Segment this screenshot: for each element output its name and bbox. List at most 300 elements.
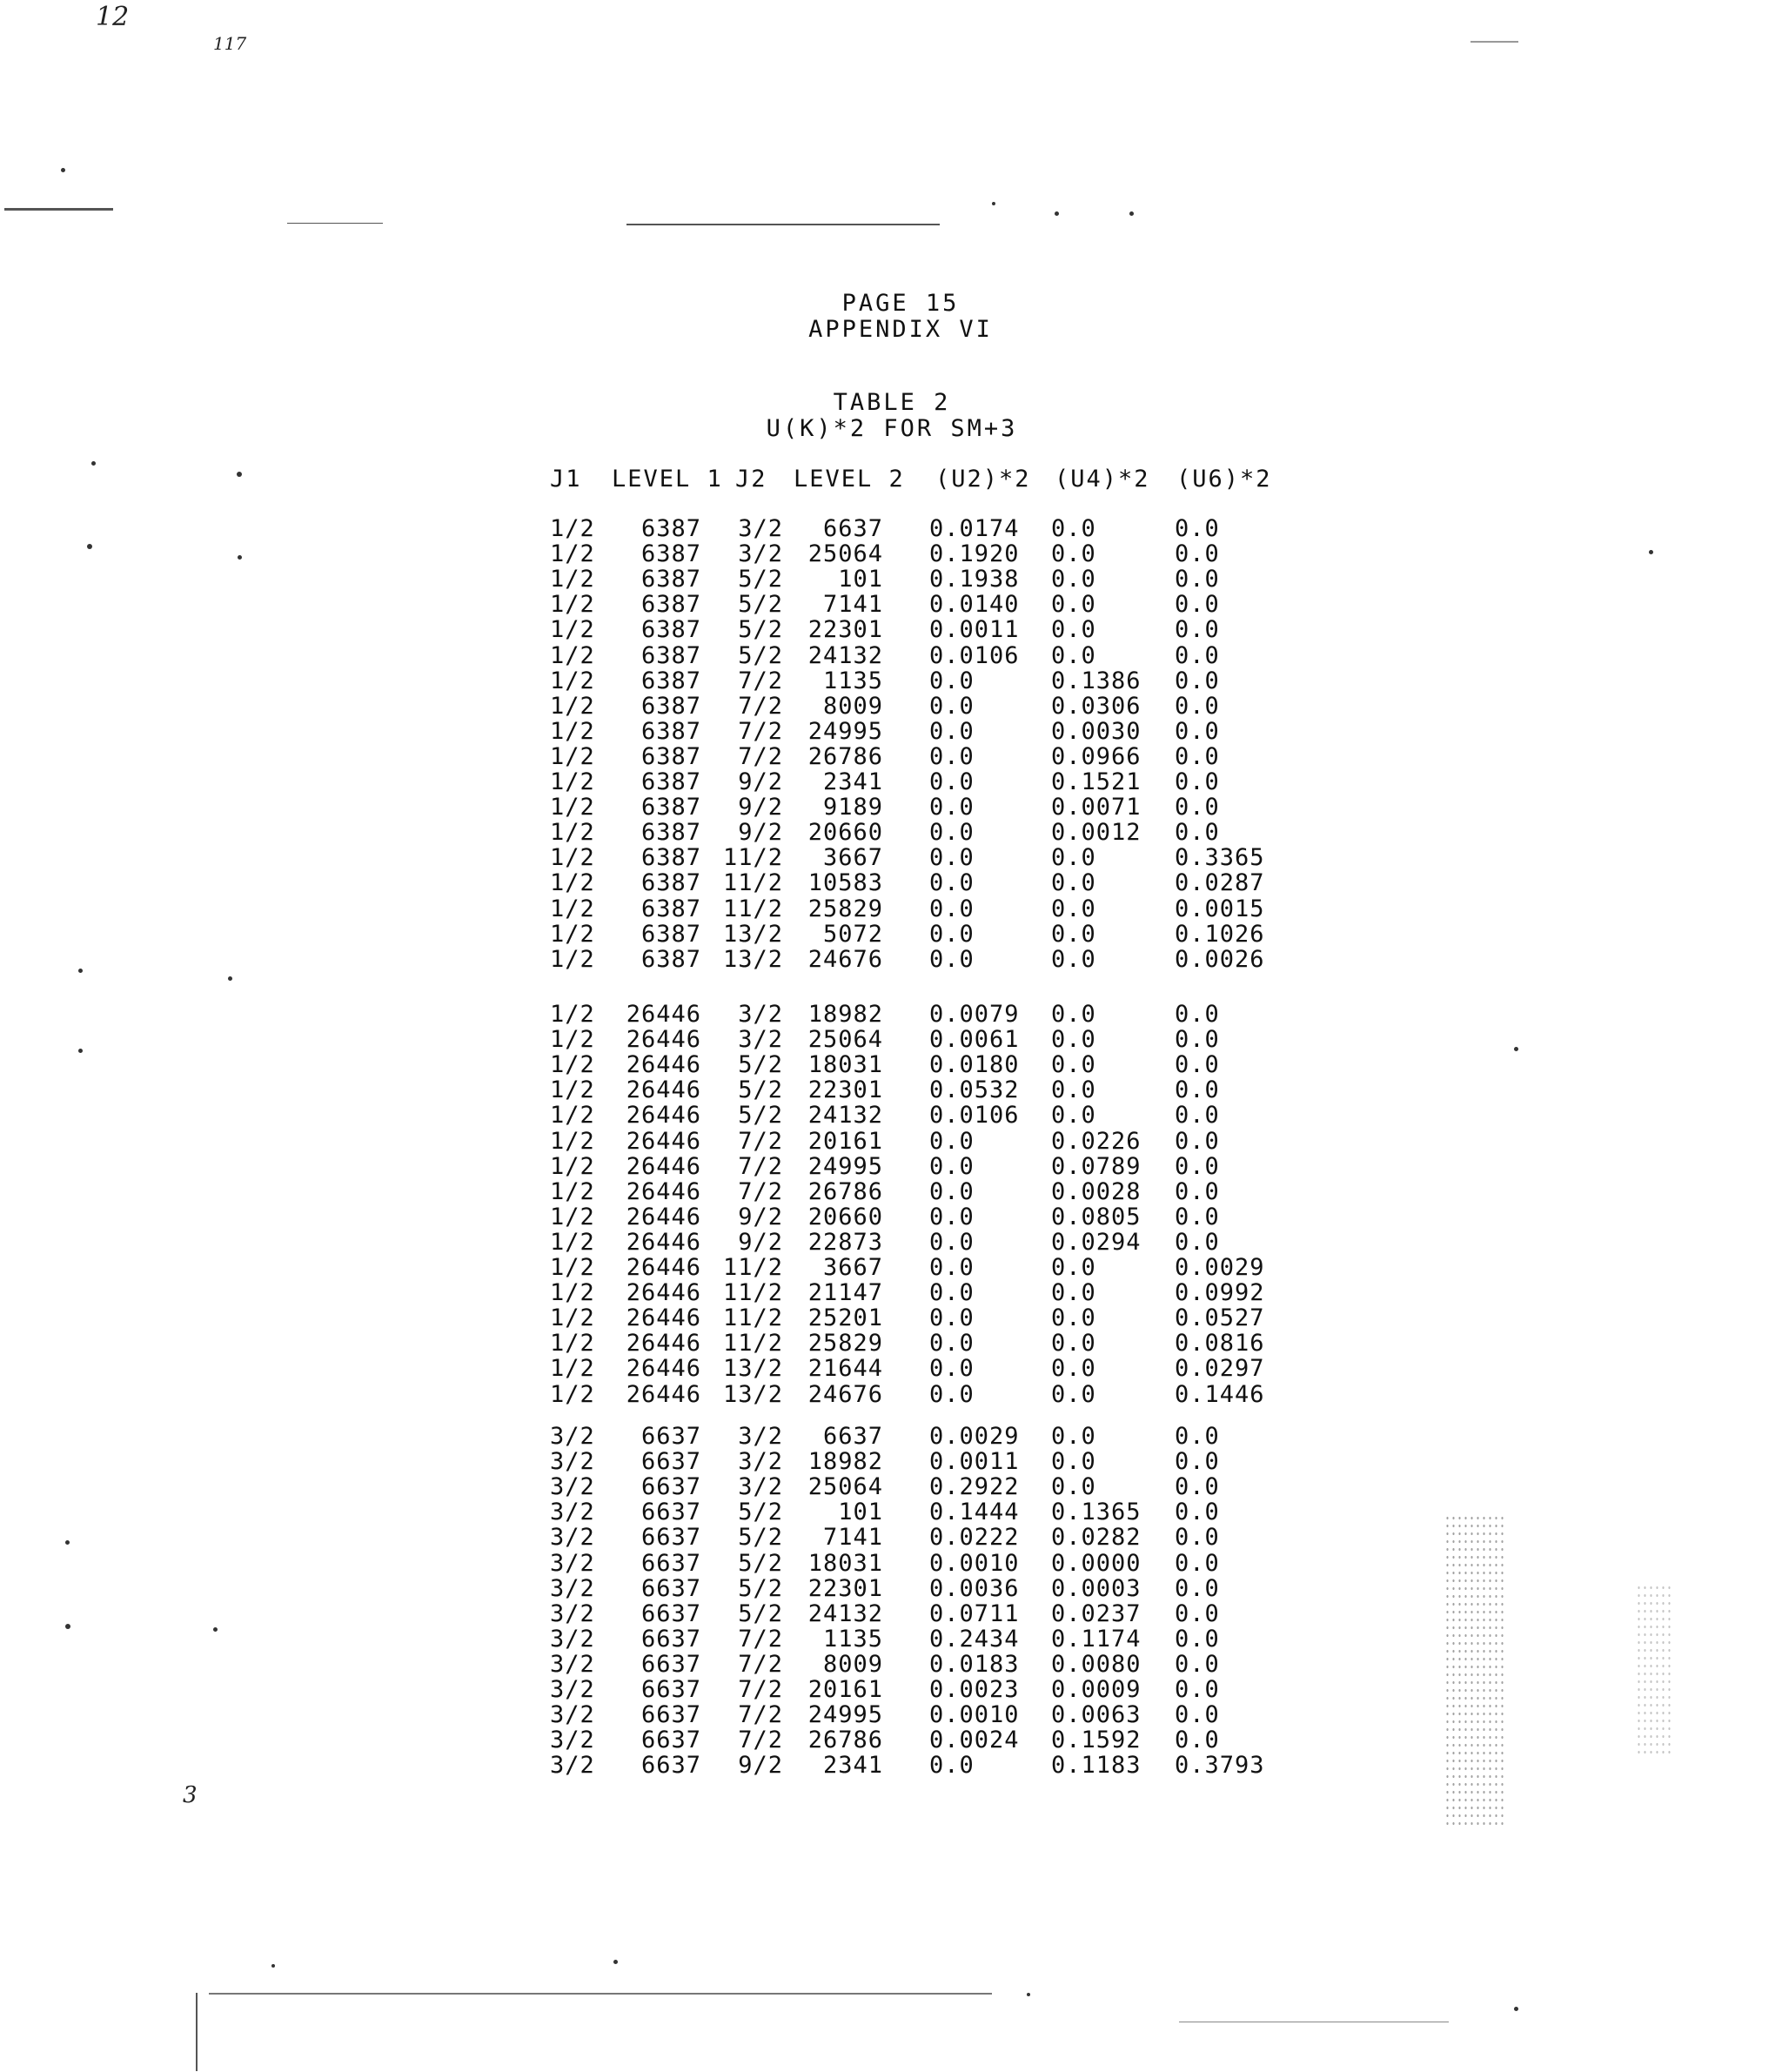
level2-cell: 24132	[807, 641, 883, 669]
level1-cell: 6637	[640, 1625, 701, 1653]
level2-cell: 101	[838, 1499, 883, 1526]
u2-cell: 0.0	[929, 895, 975, 922]
j2-cell: 3/2	[738, 1001, 783, 1028]
u4-cell: 0.1592	[1051, 1727, 1142, 1754]
j1-cell: 1/2	[550, 819, 595, 847]
level1-cell: 6637	[640, 1448, 701, 1476]
level1-cell: 26446	[626, 1152, 701, 1180]
level2-cell: 1135	[822, 1625, 883, 1653]
level2-cell: 22301	[807, 616, 883, 644]
j1-cell: 3/2	[550, 1701, 595, 1729]
margin-note-top-left: 12	[96, 2, 130, 32]
speck	[65, 1540, 70, 1545]
level2-cell: 20660	[807, 1203, 883, 1230]
level1-cell: 6637	[640, 1599, 701, 1627]
u4-cell: 0.0	[1051, 1473, 1096, 1501]
u6-cell: 0.0	[1175, 1625, 1220, 1653]
j1-cell: 1/2	[550, 1203, 595, 1230]
j1-cell: 3/2	[550, 1650, 595, 1678]
level2-cell: 25064	[807, 1473, 883, 1501]
level2-cell: 24995	[807, 717, 883, 745]
scan-rule-top-left	[4, 208, 113, 211]
j1-cell: 1/2	[550, 1228, 595, 1256]
j2-cell: 5/2	[738, 1524, 783, 1552]
level1-cell: 26446	[626, 1228, 701, 1256]
j2-cell: 5/2	[738, 616, 783, 644]
speck	[78, 969, 83, 973]
j1-cell: 3/2	[550, 1423, 595, 1450]
column-header-j1: J1	[550, 466, 582, 493]
j2-cell: 7/2	[738, 667, 783, 694]
speck	[237, 472, 242, 477]
speck	[61, 168, 65, 172]
j2-cell: 7/2	[738, 1177, 783, 1205]
speck	[78, 1049, 83, 1053]
u6-cell: 0.0287	[1175, 869, 1265, 897]
level1-cell: 6637	[640, 1676, 701, 1703]
j2-cell: 7/2	[738, 742, 783, 770]
u2-cell: 0.0711	[929, 1599, 1020, 1627]
u6-cell: 0.0	[1175, 1701, 1220, 1729]
level1-cell: 6637	[640, 1574, 701, 1602]
j2-cell: 7/2	[738, 692, 783, 720]
u6-cell: 0.0	[1175, 1727, 1220, 1754]
j1-cell: 1/2	[550, 692, 595, 720]
level2-cell: 22301	[807, 1076, 883, 1104]
u4-cell: 0.0	[1051, 540, 1096, 568]
level1-cell: 6387	[640, 566, 701, 593]
j1-cell: 1/2	[550, 1127, 595, 1155]
level2-cell: 22301	[807, 1574, 883, 1602]
u2-cell: 0.0	[929, 844, 975, 872]
level1-cell: 6637	[640, 1701, 701, 1729]
level1-cell: 26446	[626, 1254, 701, 1281]
level2-cell: 5072	[822, 920, 883, 948]
j2-cell: 13/2	[722, 1355, 783, 1383]
u6-cell: 0.0	[1175, 667, 1220, 694]
j1-cell: 1/2	[550, 591, 595, 619]
j1-cell: 1/2	[550, 540, 595, 568]
u2-cell: 0.2434	[929, 1625, 1020, 1653]
u4-cell: 0.0	[1051, 869, 1096, 897]
level1-cell: 6637	[640, 1650, 701, 1678]
j2-cell: 5/2	[738, 591, 783, 619]
level1-cell: 26446	[626, 1076, 701, 1104]
j2-cell: 13/2	[722, 1380, 783, 1408]
u2-cell: 0.0	[929, 920, 975, 948]
level1-cell: 6637	[640, 1727, 701, 1754]
j2-cell: 11/2	[722, 1304, 783, 1332]
speck	[1514, 1047, 1518, 1051]
u6-cell: 0.0	[1175, 1152, 1220, 1180]
j1-cell: 3/2	[550, 1599, 595, 1627]
j1-cell: 1/2	[550, 945, 595, 973]
u4-cell: 0.0	[1051, 1102, 1096, 1130]
j1-cell: 3/2	[550, 1549, 595, 1577]
level2-cell: 26786	[807, 1727, 883, 1754]
u6-cell: 0.3365	[1175, 844, 1265, 872]
j1-cell: 1/2	[550, 1355, 595, 1383]
j2-cell: 7/2	[738, 1676, 783, 1703]
j1-cell: 3/2	[550, 1448, 595, 1476]
u6-cell: 0.0	[1175, 1001, 1220, 1028]
level1-cell: 26446	[626, 1279, 701, 1307]
level2-cell: 8009	[822, 692, 883, 720]
u2-cell: 0.0140	[929, 591, 1020, 619]
u4-cell: 0.0	[1051, 1254, 1096, 1281]
u4-cell: 0.0966	[1051, 742, 1142, 770]
j1-cell: 1/2	[550, 717, 595, 745]
u6-cell: 0.0	[1175, 566, 1220, 593]
j1-cell: 3/2	[550, 1524, 595, 1552]
u4-cell: 0.0	[1051, 616, 1096, 644]
j1-cell: 3/2	[550, 1727, 595, 1754]
u6-cell: 0.0	[1175, 515, 1220, 542]
j2-cell: 3/2	[738, 1448, 783, 1476]
u2-cell: 0.2922	[929, 1473, 1020, 1501]
level1-cell: 6387	[640, 667, 701, 694]
appendix-title: APPENDIX VI	[808, 316, 993, 343]
j2-cell: 9/2	[738, 819, 783, 847]
level2-cell: 21644	[807, 1355, 883, 1383]
level1-cell: 6387	[640, 616, 701, 644]
j2-cell: 3/2	[738, 1423, 783, 1450]
u4-cell: 0.0226	[1051, 1127, 1142, 1155]
j1-cell: 3/2	[550, 1752, 595, 1780]
u2-cell: 0.0010	[929, 1549, 1020, 1577]
u2-cell: 0.0029	[929, 1423, 1020, 1450]
u4-cell: 0.0	[1051, 1001, 1096, 1028]
u4-cell: 0.1365	[1051, 1499, 1142, 1526]
u2-cell: 0.0	[929, 667, 975, 694]
j1-cell: 1/2	[550, 1279, 595, 1307]
j1-cell: 1/2	[550, 1254, 595, 1281]
j2-cell: 5/2	[738, 1499, 783, 1526]
u4-cell: 0.0030	[1051, 717, 1142, 745]
u4-cell: 0.0071	[1051, 794, 1142, 821]
speck	[271, 1964, 275, 1968]
u6-cell: 0.1026	[1175, 920, 1265, 948]
u6-cell: 0.0	[1175, 1102, 1220, 1130]
u4-cell: 0.1174	[1051, 1625, 1142, 1653]
j2-cell: 9/2	[738, 1752, 783, 1780]
speck	[91, 461, 96, 466]
u4-cell: 0.0	[1051, 1423, 1096, 1450]
u4-cell: 0.0	[1051, 1026, 1096, 1054]
level2-cell: 18031	[807, 1051, 883, 1079]
j2-cell: 5/2	[738, 1574, 783, 1602]
j2-cell: 5/2	[738, 1549, 783, 1577]
u6-cell: 0.3793	[1175, 1752, 1265, 1780]
j1-cell: 3/2	[550, 1499, 595, 1526]
column-header-u4: (U4)*2	[1055, 466, 1150, 493]
u6-cell: 0.0	[1175, 819, 1220, 847]
level2-cell: 24995	[807, 1152, 883, 1180]
u4-cell: 0.0	[1051, 1448, 1096, 1476]
u4-cell: 0.1521	[1051, 768, 1142, 795]
u4-cell: 0.0012	[1051, 819, 1142, 847]
level1-cell: 6387	[640, 794, 701, 821]
speck	[1027, 1993, 1030, 1996]
j2-cell: 13/2	[722, 920, 783, 948]
u4-cell: 0.0	[1051, 1076, 1096, 1104]
u2-cell: 0.0180	[929, 1051, 1020, 1079]
level2-cell: 25064	[807, 540, 883, 568]
level2-cell: 24995	[807, 1701, 883, 1729]
j2-cell: 5/2	[738, 1051, 783, 1079]
speck	[1055, 211, 1059, 216]
u4-cell: 0.0306	[1051, 692, 1142, 720]
j2-cell: 11/2	[722, 1330, 783, 1358]
scan-noise-right	[1444, 1514, 1505, 1827]
u2-cell: 0.0	[929, 1228, 975, 1256]
level2-cell: 20161	[807, 1676, 883, 1703]
j2-cell: 11/2	[722, 895, 783, 922]
j1-cell: 3/2	[550, 1625, 595, 1653]
u6-cell: 0.0	[1175, 692, 1220, 720]
u6-cell: 0.0	[1175, 1549, 1220, 1577]
u4-cell: 0.0	[1051, 1304, 1096, 1332]
level1-cell: 26446	[626, 1380, 701, 1408]
u2-cell: 0.0036	[929, 1574, 1020, 1602]
level2-cell: 24676	[807, 1380, 883, 1408]
level2-cell: 21147	[807, 1279, 883, 1307]
level1-cell: 6387	[640, 742, 701, 770]
j2-cell: 11/2	[722, 1254, 783, 1281]
j2-cell: 5/2	[738, 1599, 783, 1627]
u2-cell: 0.0011	[929, 616, 1020, 644]
table-subtitle: U(K)*2 FOR SM+3	[766, 415, 1018, 442]
level2-cell: 7141	[822, 591, 883, 619]
speck	[1649, 550, 1653, 554]
margin-note-top-left-small: 117	[213, 33, 247, 54]
speck	[1129, 211, 1134, 216]
level1-cell: 26446	[626, 1203, 701, 1230]
j2-cell: 5/2	[738, 641, 783, 669]
scan-rule-top-mid	[287, 223, 383, 224]
level1-cell: 6387	[640, 869, 701, 897]
level2-cell: 26786	[807, 742, 883, 770]
level1-cell: 6387	[640, 591, 701, 619]
j2-cell: 3/2	[738, 540, 783, 568]
column-header-j2: J2	[735, 466, 767, 493]
j1-cell: 1/2	[550, 641, 595, 669]
u4-cell: 0.1386	[1051, 667, 1142, 694]
level1-cell: 6637	[640, 1499, 701, 1526]
u6-cell: 0.1446	[1175, 1380, 1265, 1408]
j1-cell: 1/2	[550, 920, 595, 948]
u2-cell: 0.0174	[929, 515, 1020, 542]
scan-rule-bottom-center	[209, 1993, 992, 1995]
u2-cell: 0.0106	[929, 1102, 1020, 1130]
j2-cell: 5/2	[738, 566, 783, 593]
u4-cell: 0.0	[1051, 920, 1096, 948]
j2-cell: 7/2	[738, 1701, 783, 1729]
level1-cell: 6637	[640, 1473, 701, 1501]
j2-cell: 7/2	[738, 1152, 783, 1180]
u4-cell: 0.0	[1051, 1279, 1096, 1307]
u4-cell: 0.0	[1051, 641, 1096, 669]
j2-cell: 7/2	[738, 717, 783, 745]
speck	[213, 1627, 218, 1632]
u6-cell: 0.0	[1175, 1676, 1220, 1703]
j1-cell: 1/2	[550, 1380, 595, 1408]
j2-cell: 11/2	[722, 869, 783, 897]
u4-cell: 0.0	[1051, 566, 1096, 593]
level2-cell: 2341	[822, 768, 883, 795]
u2-cell: 0.0	[929, 869, 975, 897]
u4-cell: 0.0	[1051, 1051, 1096, 1079]
level2-cell: 20660	[807, 819, 883, 847]
j2-cell: 3/2	[738, 515, 783, 542]
level1-cell: 26446	[626, 1051, 701, 1079]
u6-cell: 0.0	[1175, 1423, 1220, 1450]
u2-cell: 0.0	[929, 717, 975, 745]
level2-cell: 3667	[822, 844, 883, 872]
scan-rule-top-center	[626, 224, 940, 225]
level2-cell: 22873	[807, 1228, 883, 1256]
u4-cell: 0.0	[1051, 1380, 1096, 1408]
speck	[87, 544, 92, 549]
u2-cell: 0.0	[929, 692, 975, 720]
u6-cell: 0.0816	[1175, 1330, 1265, 1358]
level2-cell: 18031	[807, 1549, 883, 1577]
margin-note-bottom-left: 3	[183, 1782, 198, 1808]
level2-cell: 101	[838, 566, 883, 593]
u6-cell: 0.0026	[1175, 945, 1265, 973]
u6-cell: 0.0	[1175, 1026, 1220, 1054]
j1-cell: 1/2	[550, 515, 595, 542]
level1-cell: 6387	[640, 920, 701, 948]
j2-cell: 3/2	[738, 1473, 783, 1501]
level1-cell: 6387	[640, 717, 701, 745]
u6-cell: 0.0	[1175, 1203, 1220, 1230]
j1-cell: 1/2	[550, 794, 595, 821]
j1-cell: 1/2	[550, 1304, 595, 1332]
speck	[228, 976, 232, 981]
level1-cell: 26446	[626, 1001, 701, 1028]
u2-cell: 0.1444	[929, 1499, 1020, 1526]
j1-cell: 1/2	[550, 1001, 595, 1028]
level1-cell: 6387	[640, 768, 701, 795]
j2-cell: 13/2	[722, 945, 783, 973]
j2-cell: 7/2	[738, 1650, 783, 1678]
level2-cell: 24132	[807, 1102, 883, 1130]
level1-cell: 26446	[626, 1355, 701, 1383]
u4-cell: 0.0	[1051, 515, 1096, 542]
level2-cell: 25829	[807, 895, 883, 922]
u6-cell: 0.0	[1175, 1473, 1220, 1501]
u6-cell: 0.0	[1175, 717, 1220, 745]
u2-cell: 0.0011	[929, 1448, 1020, 1476]
u2-cell: 0.0010	[929, 1701, 1020, 1729]
j2-cell: 9/2	[738, 768, 783, 795]
u4-cell: 0.0003	[1051, 1574, 1142, 1602]
level2-cell: 26786	[807, 1177, 883, 1205]
j1-cell: 1/2	[550, 768, 595, 795]
u2-cell: 0.0	[929, 1380, 975, 1408]
j1-cell: 1/2	[550, 1177, 595, 1205]
level1-cell: 26446	[626, 1026, 701, 1054]
j1-cell: 1/2	[550, 616, 595, 644]
j2-cell: 7/2	[738, 1625, 783, 1653]
j2-cell: 3/2	[738, 1026, 783, 1054]
level2-cell: 10583	[807, 869, 883, 897]
u6-cell: 0.0	[1175, 1448, 1220, 1476]
speck	[65, 1624, 70, 1629]
u2-cell: 0.0	[929, 1330, 975, 1358]
u6-cell: 0.0	[1175, 794, 1220, 821]
level2-cell: 2341	[822, 1752, 883, 1780]
page-number: PAGE 15	[841, 290, 960, 317]
u4-cell: 0.0237	[1051, 1599, 1142, 1627]
u6-cell: 0.0297	[1175, 1355, 1265, 1383]
level1-cell: 6637	[640, 1549, 701, 1577]
u6-cell: 0.0	[1175, 1127, 1220, 1155]
u6-cell: 0.0	[1175, 768, 1220, 795]
u4-cell: 0.0	[1051, 895, 1096, 922]
level1-cell: 6637	[640, 1423, 701, 1450]
level2-cell: 3667	[822, 1254, 883, 1281]
level2-cell: 18982	[807, 1001, 883, 1028]
table-title: TABLE 2	[833, 389, 951, 416]
u2-cell: 0.1938	[929, 566, 1020, 593]
u6-cell: 0.0	[1175, 1650, 1220, 1678]
u2-cell: 0.0	[929, 768, 975, 795]
level1-cell: 6387	[640, 540, 701, 568]
u2-cell: 0.0	[929, 1203, 975, 1230]
column-header-level-2: LEVEL 2	[794, 466, 905, 493]
j1-cell: 1/2	[550, 1102, 595, 1130]
u4-cell: 0.0805	[1051, 1203, 1142, 1230]
j1-cell: 1/2	[550, 566, 595, 593]
u2-cell: 0.0	[929, 794, 975, 821]
u6-cell: 0.0	[1175, 1524, 1220, 1552]
u2-cell: 0.0	[929, 1355, 975, 1383]
u2-cell: 0.0	[929, 1152, 975, 1180]
level2-cell: 25201	[807, 1304, 883, 1332]
u2-cell: 0.0079	[929, 1001, 1020, 1028]
j1-cell: 1/2	[550, 1026, 595, 1054]
speck	[613, 1960, 618, 1964]
level2-cell: 25829	[807, 1330, 883, 1358]
level2-cell: 8009	[822, 1650, 883, 1678]
j1-cell: 1/2	[550, 1152, 595, 1180]
j1-cell: 1/2	[550, 667, 595, 694]
level2-cell: 9189	[822, 794, 883, 821]
u2-cell: 0.0024	[929, 1727, 1020, 1754]
u6-cell: 0.0	[1175, 1228, 1220, 1256]
u6-cell: 0.0	[1175, 641, 1220, 669]
u6-cell: 0.0	[1175, 1076, 1220, 1104]
u6-cell: 0.0992	[1175, 1279, 1265, 1307]
u6-cell: 0.0	[1175, 742, 1220, 770]
u4-cell: 0.0080	[1051, 1650, 1142, 1678]
u2-cell: 0.0	[929, 1304, 975, 1332]
level1-cell: 6387	[640, 945, 701, 973]
level1-cell: 26446	[626, 1177, 701, 1205]
level2-cell: 24676	[807, 945, 883, 973]
j2-cell: 5/2	[738, 1102, 783, 1130]
u2-cell: 0.0	[929, 1254, 975, 1281]
level2-cell: 1135	[822, 667, 883, 694]
j2-cell: 9/2	[738, 1228, 783, 1256]
j2-cell: 7/2	[738, 1727, 783, 1754]
j1-cell: 1/2	[550, 742, 595, 770]
level2-cell: 18982	[807, 1448, 883, 1476]
u6-cell: 0.0	[1175, 1051, 1220, 1079]
j2-cell: 7/2	[738, 1127, 783, 1155]
